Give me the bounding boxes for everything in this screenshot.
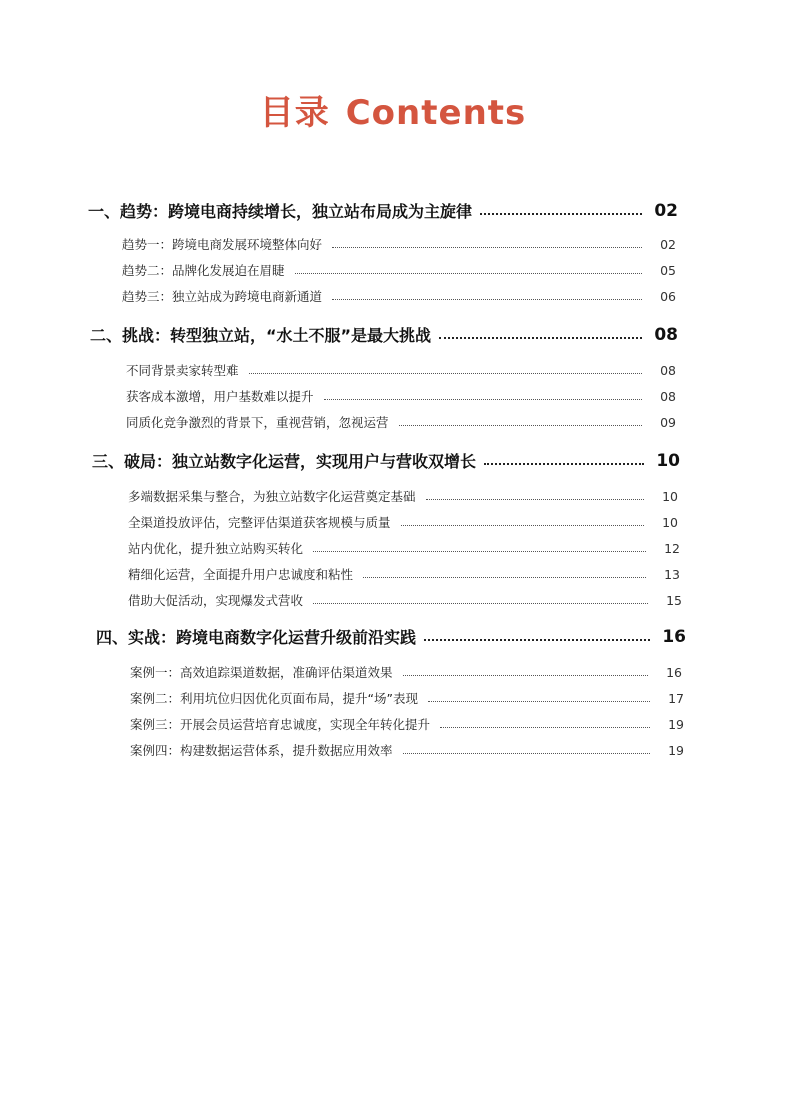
title-en: Contents <box>345 93 527 133</box>
section-title: 一、趋势：跨境电商持续增长，独立站布局成为主旋律 <box>88 202 473 221</box>
title-cn: 目录 <box>259 93 330 133</box>
item-page-number: 05 <box>660 262 676 278</box>
section-page-number: 10 <box>656 450 680 471</box>
dot-leader <box>313 551 646 552</box>
item-page-number: 17 <box>668 690 684 706</box>
page-title <box>0 85 786 134</box>
item-page-number: 09 <box>660 414 676 430</box>
item-title: 案例三：开展会员运营培育忠诚度，实现全年转化提升 <box>130 717 431 732</box>
toc-item[interactable] <box>130 715 684 733</box>
dot-leader <box>399 425 642 426</box>
item-title: 案例二：利用坑位归因优化页面布局，提升“场”表现 <box>130 691 418 706</box>
dot-leader <box>440 727 650 728</box>
dot-leader <box>313 603 648 604</box>
item-title: 多端数据采集与整合，为独立站数字化运营奠定基础 <box>128 489 416 504</box>
toc-item[interactable] <box>128 565 680 583</box>
item-title: 全渠道投放评估，完整评估渠道获客规模与质量 <box>128 515 391 530</box>
item-title: 案例四：构建数据运营体系，提升数据应用效率 <box>130 743 393 758</box>
toc-section-3[interactable] <box>92 449 680 472</box>
dot-leader <box>426 499 644 500</box>
dot-leader <box>480 213 642 215</box>
item-title: 不同背景卖家转型难 <box>126 363 239 378</box>
item-page-number: 08 <box>660 388 676 404</box>
toc-item[interactable] <box>130 741 684 759</box>
toc-item[interactable] <box>128 513 678 531</box>
item-title: 趋势二：品牌化发展迫在眉睫 <box>122 263 285 278</box>
toc-item[interactable] <box>130 663 682 681</box>
item-title: 站内优化，提升独立站购买转化 <box>128 541 304 556</box>
item-page-number: 02 <box>660 236 676 252</box>
toc-item[interactable] <box>126 413 676 431</box>
item-title: 趋势一：跨境电商发展环境整体向好 <box>122 237 323 252</box>
item-title: 趋势三：独立站成为跨境电商新通道 <box>122 289 323 304</box>
dot-leader <box>332 299 642 300</box>
toc-item[interactable] <box>128 591 682 609</box>
item-page-number: 19 <box>668 742 684 758</box>
dot-leader <box>403 753 650 754</box>
dot-leader <box>484 463 644 465</box>
toc-item[interactable] <box>122 235 676 253</box>
item-page-number: 15 <box>666 592 682 608</box>
dot-leader <box>332 247 642 248</box>
item-title: 获客成本激增，用户基数难以提升 <box>126 389 314 404</box>
dot-leader <box>363 577 646 578</box>
toc-item[interactable] <box>126 361 676 379</box>
toc-section-2[interactable] <box>90 323 678 346</box>
dot-leader <box>324 399 642 400</box>
dot-leader <box>424 639 650 641</box>
toc-item[interactable] <box>126 387 676 405</box>
item-page-number: 10 <box>662 488 678 504</box>
toc-item[interactable] <box>122 287 676 305</box>
toc-section-4[interactable] <box>96 625 686 648</box>
item-page-number: 08 <box>660 362 676 378</box>
item-title: 精细化运营，全面提升用户忠诚度和粘性 <box>128 567 354 582</box>
dot-leader <box>295 273 642 274</box>
section-title: 二、挑战：转型独立站，“水土不服”是最大挑战 <box>90 326 432 345</box>
item-page-number: 12 <box>664 540 680 556</box>
toc-item[interactable] <box>130 689 684 707</box>
item-page-number: 16 <box>666 664 682 680</box>
section-title: 三、破局：独立站数字化运营，实现用户与营收双增长 <box>92 452 477 471</box>
section-page-number: 16 <box>662 626 686 647</box>
item-title: 案例一：高效追踪渠道数据，准确评估渠道效果 <box>130 665 393 680</box>
dot-leader <box>403 675 648 676</box>
section-page-number: 02 <box>654 200 678 221</box>
dot-leader <box>428 701 650 702</box>
item-page-number: 06 <box>660 288 676 304</box>
section-page-number: 08 <box>654 324 678 345</box>
toc-item[interactable] <box>122 261 676 279</box>
toc-section-1[interactable] <box>88 199 678 222</box>
item-page-number: 19 <box>668 716 684 732</box>
dot-leader <box>249 373 642 374</box>
item-title: 同质化竞争激烈的背景下，重视营销，忽视运营 <box>126 415 389 430</box>
item-title: 借助大促活动，实现爆发式营收 <box>128 593 304 608</box>
section-title: 四、实战：跨境电商数字化运营升级前沿实践 <box>96 628 417 647</box>
toc-item[interactable] <box>128 487 678 505</box>
item-page-number: 10 <box>662 514 678 530</box>
toc-item[interactable] <box>128 539 680 557</box>
dot-leader <box>439 337 642 339</box>
dot-leader <box>401 525 644 526</box>
item-page-number: 13 <box>664 566 680 582</box>
